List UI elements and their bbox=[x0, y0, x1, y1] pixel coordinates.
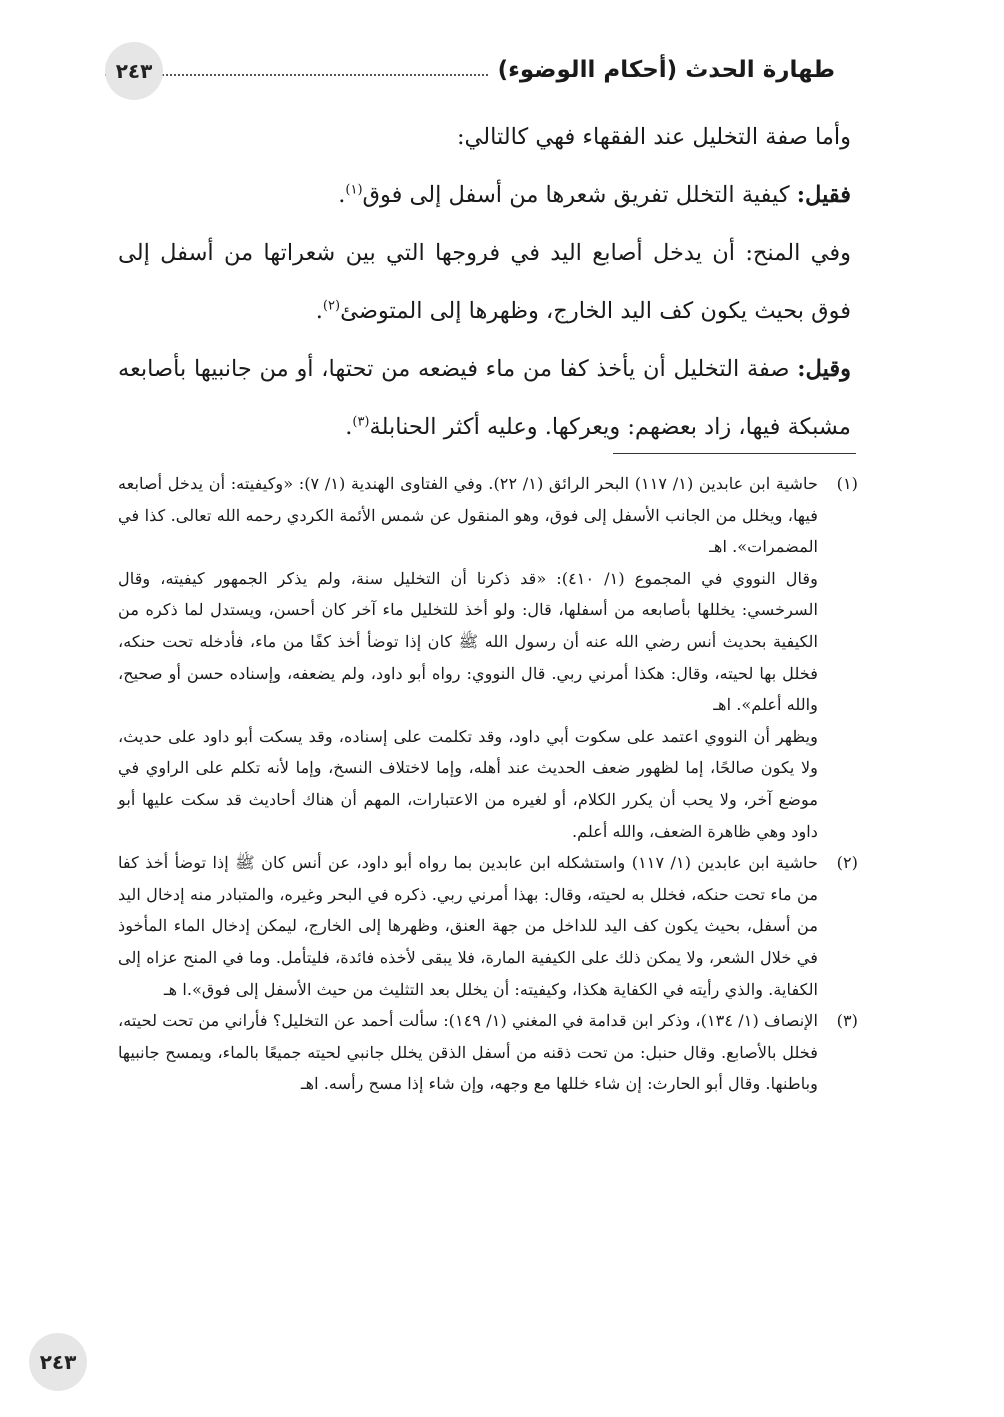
paragraph-1: وأما صفة التخليل عند الفقهاء فهي كالتالي: bbox=[456, 124, 851, 150]
paragraph-4: وقيل: صفة التخليل أن يأخذ كفا من ماء فيضعه من تحتها، أو من جانبيها بأصابعه مشبكة فيها، زاد بعضهم: ويعركها. وعليه أكثر الحنابلة$^{(٣)}$. bbox=[118, 356, 851, 440]
page-number-top: ٢٤٣ bbox=[105, 42, 163, 100]
paragraph-3: وفي المنح: أن يدخل أصابع اليد في فروجها التي بين شعراتها من أسفل إلى فوق بحيث يكون كف اليد الخارج، وظهرها إلى المتوضئ$^{(٢)}$. bbox=[118, 240, 851, 324]
footnote-ref-2[interactable]: (٢) bbox=[322, 298, 341, 314]
paragraph-2: فقيل: كيفية التخلل تفريق شعرها من أسفل إلى فوق$^{(١)}$. bbox=[338, 182, 851, 208]
footnote-number: (٣) bbox=[836, 1011, 858, 1031]
paragraph-label: فقيل: bbox=[796, 182, 851, 208]
footnote-ref-3[interactable]: (٣) bbox=[352, 414, 370, 430]
footnote-1: (١) حاشية ابن عابدين (١/ ١١٧) البحر الرائق (١/ ٢٢). وفي الفتاوى الهندية (١/ ٧): «وكيفيته: أن يدخل أصابعه فيها، ويخلل من الجانب الأسفل إلى فوق، وهو المنقول عن شمس الأئمة الكردي رحمه الله تعالى. كذا في المضمرات». اهـ وقال النووي في المجموع (١/ ٤١٠): «قد ذكرنا أن التخليل سنة، ولم يذكر الجمهور كيفيته، وقال السرخسي: يخللها بأصابعه من أسفلها، قال: ولو أخذ للتخليل ماء آخر كان أحسن، ويستدل لما ذكره من الكيفية بحديث أنس رضي الله عنه أن رسول الله ﷺ كان إذا توضأ أخذ كفًا من ماء، فأدخله تحت حنكه، فخلل بها لحيته، وقال: هكذا أمرني ربي. قال النووي: رواه أبو داود، ولم يضعفه، وإسناده حسن أو صحيح، والله أعلم». اهـ ويظهر أن النووي اعتمد على سكوت أبي داود، وقد تكلمت على إسناده، وقد يسكت أبو داود على حديث، ولا يكون صالحًا، إما لظهور ضعف الحديث عند أهله، وإما لاختلاف النسخ، وإما لأنه تكلم على الراوي في موضع آخر، ولا يحب أن يكرر الكلام، أو لغيره من الاعتبارات، المهم أن هناك أحاديث قد سكت عليها أبو داود وهي ظاهرة الضعف، والله أعلم. bbox=[118, 468, 858, 847]
footnote-number: (١) bbox=[836, 474, 858, 493]
chapter-title: طهارة الحدث (أحكام االوضوء) bbox=[497, 57, 835, 83]
page-number-bottom: ٢٤٣ bbox=[29, 1333, 87, 1391]
footnote-number: (٢) bbox=[836, 853, 858, 873]
footnote-3: (٣) الإنصاف (١/ ١٣٤)، وذكر ابن قدامة في المغني (١/ ١٤٩): سألت أحمد عن التخليل؟ فأراني من تحت لحيته، فخلل بالأصابع. وقال حنبل: من تحت ذقنه من أسفل الذقن يخلل جانبي لحيته جميعًا بالماء، ويمسح جانبيها وباطنها. وقال أبو الحارث: إن شاء خللها مع وجهه، وإن شاء إذا مسح رأسه. اهـ bbox=[118, 1005, 858, 1100]
running-header bbox=[105, 40, 845, 100]
footnotes bbox=[118, 468, 858, 1100]
footnote-separator bbox=[613, 453, 856, 454]
footnote-2: (٢) حاشية ابن عابدين (١/ ١١٧) واستشكله ابن عابدين بما رواه أبو داود، عن أنس كان ﷺ إذا توضأ أخذ كفا من ماء تحت حنكه، فخلل به لحيته، وقال: بهذا أمرني ربي. ذكره في البحر وغيره، والمتبادر منه إدخال اليد من أسفل، بحيث يكون كف اليد للداخل من جهة العنق، وظهرها إلى الخارج، ليمكن إدخال الماء المأخوذ في خلال الشعر، ولا يمكن ذلك على الكيفية المارة، فلا يبقى لأخذه فائدة، فليتأمل. وما في المنح عزاه إلى الكفاية. والذي رأيته في الكفاية هكذا، وكيفيته: أن يخلل بعد التثليث من حيث الأسفل إلى فوق».ا هـ bbox=[118, 847, 858, 1005]
footnote-ref-1[interactable]: (١) bbox=[345, 182, 363, 198]
paragraph-label: وقيل: bbox=[797, 356, 851, 382]
main-text bbox=[118, 108, 851, 456]
